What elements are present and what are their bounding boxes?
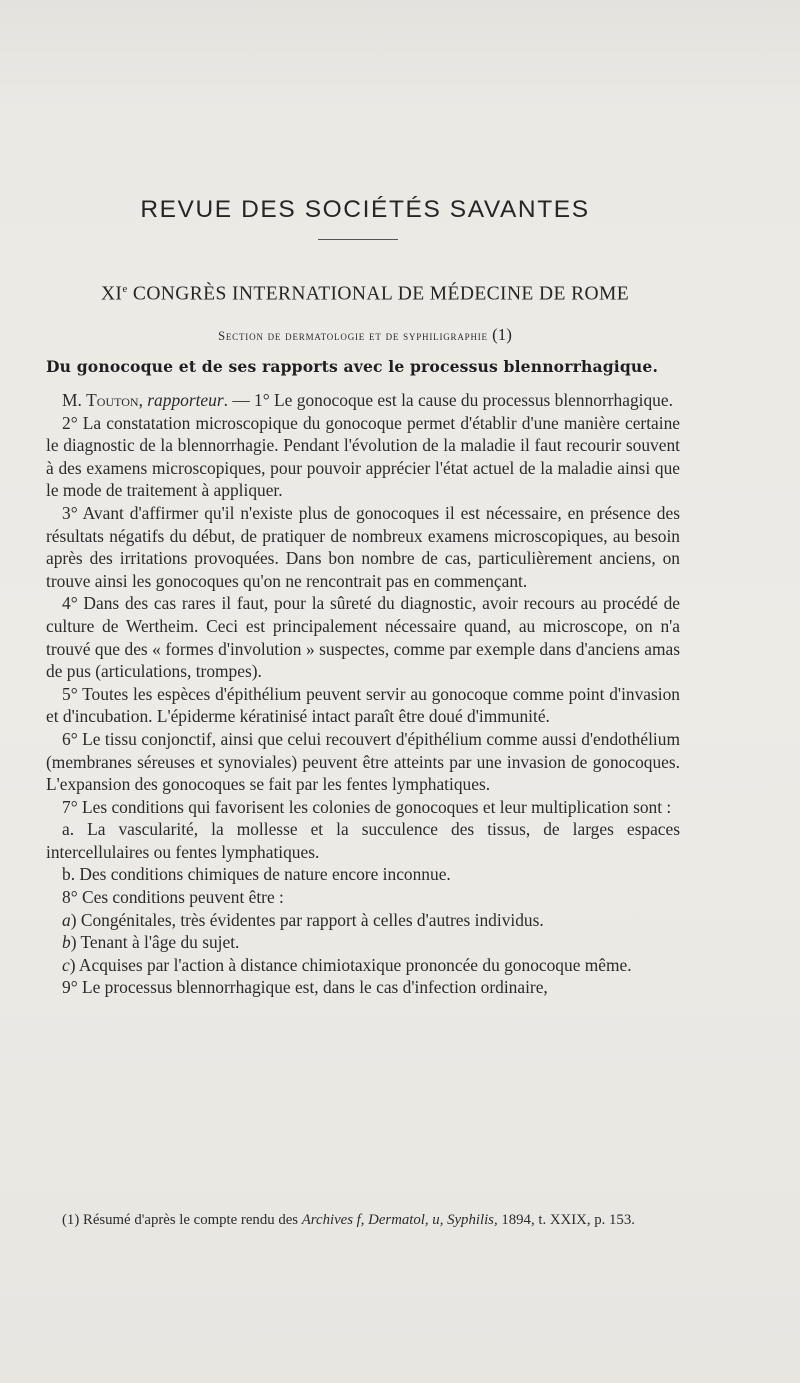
paragraph-6: 6° Le tissu conjonctif, ainsi que celui recouvert d'épithélium comme aussi d'endothélium (membranes séreuses et synoviales) peuvent être atteints par une invasion de gonocoques. L'expansion des gonocoques se fait par les fentes lymphatiques. — [46, 728, 680, 795]
congress-title — [0, 283, 730, 306]
item-text-c: ) Acquises par l'action à distance chimiotaxique prononcée du gonocoque même. — [69, 954, 632, 975]
author-role: rapporteur — [147, 390, 224, 410]
item-text-b: ) Tenant à l'âge du sujet. — [70, 932, 240, 953]
footnote-ref: (1) — [487, 325, 512, 344]
article-title: Du gonocoque et de ses rapports avec le processus blennorrhagique. — [46, 357, 659, 376]
paragraph-3: 3° Avant d'affirmer qu'il n'existe plus de gonocoques il est nécessaire, en présence des résultats négatifs du début, de pratiquer de nombreux examens microscopiques, au besoin après des irritations provoquées. Dans bon nombre de cas, particulièrement anciens, on trouve ainsi les gonocoques qu'on ne rencontrait pas en commençant. — [46, 502, 680, 591]
item-letter-c: c — [62, 954, 70, 975]
author-name: Touton — [86, 390, 139, 410]
footnote-suffix: 1894, t. XXIX, p. 153. — [497, 1212, 635, 1228]
author-prefix: M. — [62, 390, 87, 410]
article-body — [46, 389, 680, 999]
congress-number: XI — [100, 283, 123, 305]
paragraph-8b — [46, 931, 680, 954]
paragraph-9: 9° Le processus blennorrhagique est, dans le cas d'infection ordinaire, — [62, 977, 548, 998]
section-heading — [0, 325, 730, 345]
footnote-prefix: (1) Résumé d'après le compte rendu des — [62, 1212, 302, 1228]
footnote — [46, 1209, 680, 1231]
paragraph-7a: a. La vascularité, la mollesse et la succulence des tissus, de larges espaces intercellulaires ou fentes lymphatiques. — [46, 819, 680, 862]
footnote-journal: Archives f, Dermatol, u, Syphilis, — [301, 1212, 498, 1228]
paragraph-1-text: . — 1° Le gonocoque est la cause du processus blennorrhagique. — [223, 390, 673, 410]
paragraph-2: 2° La constatation microscopique du gonocoque permet d'établir d'une manière certaine le diagnostic de la blennorrhagie. Pendant l'évolution de la maladie il faut recourir souvent à des examens microscopiques, pour pouvoir apprécier l'état actuel de la maladie ainsi que le mode de traitement à appliquer. — [46, 412, 680, 501]
item-letter-b: b — [62, 932, 71, 953]
item-letter-a: a — [62, 909, 71, 930]
paragraph-8: 8° Ces conditions peuvent être : — [62, 887, 284, 908]
paragraph-1: M. Touton, rapporteur. — 1° Le gonocoque est la cause du processus blennorrhagique. — [62, 390, 673, 410]
paragraph-8c — [46, 954, 680, 977]
item-text-a: ) Congénitales, très évidentes par rapport à celles d'autres individus. — [70, 909, 544, 930]
paragraph-8a — [46, 909, 680, 932]
paragraph-7b: b. Des conditions chimiques de nature encore inconnue. — [62, 864, 451, 885]
journal-title: REVUE DES SOCIÉTÉS SAVANTES — [140, 196, 590, 223]
title-rule — [318, 239, 398, 240]
paragraph-4: 4° Dans des cas rares il faut, pour la sûreté du diagnostic, avoir recours au procédé de culture de Wertheim. Ceci est principalement nécessaire quand, au microscope, on n'a trouvé que des « formes d'involution » suspectes, comme par exemple dans d'anciens amas de pus (articulations, trompes). — [46, 593, 680, 682]
paragraph-7: 7° Les conditions qui favorisent les colonies de gonocoques et leur multiplication sont : — [62, 796, 672, 817]
congress-ordinal: e — [122, 283, 128, 295]
section-name: Section de dermatologie et de syphiligraphie — [218, 329, 488, 343]
congress-name: CONGRÈS INTERNATIONAL DE MÉDECINE DE ROME — [127, 283, 630, 305]
paragraph-5: 5° Toutes les espèces d'épithélium peuvent servir au gonocoque comme point d'invasion et d'incubation. L'épiderme kératinisé intact paraît être doué d'immunité. — [46, 683, 680, 727]
